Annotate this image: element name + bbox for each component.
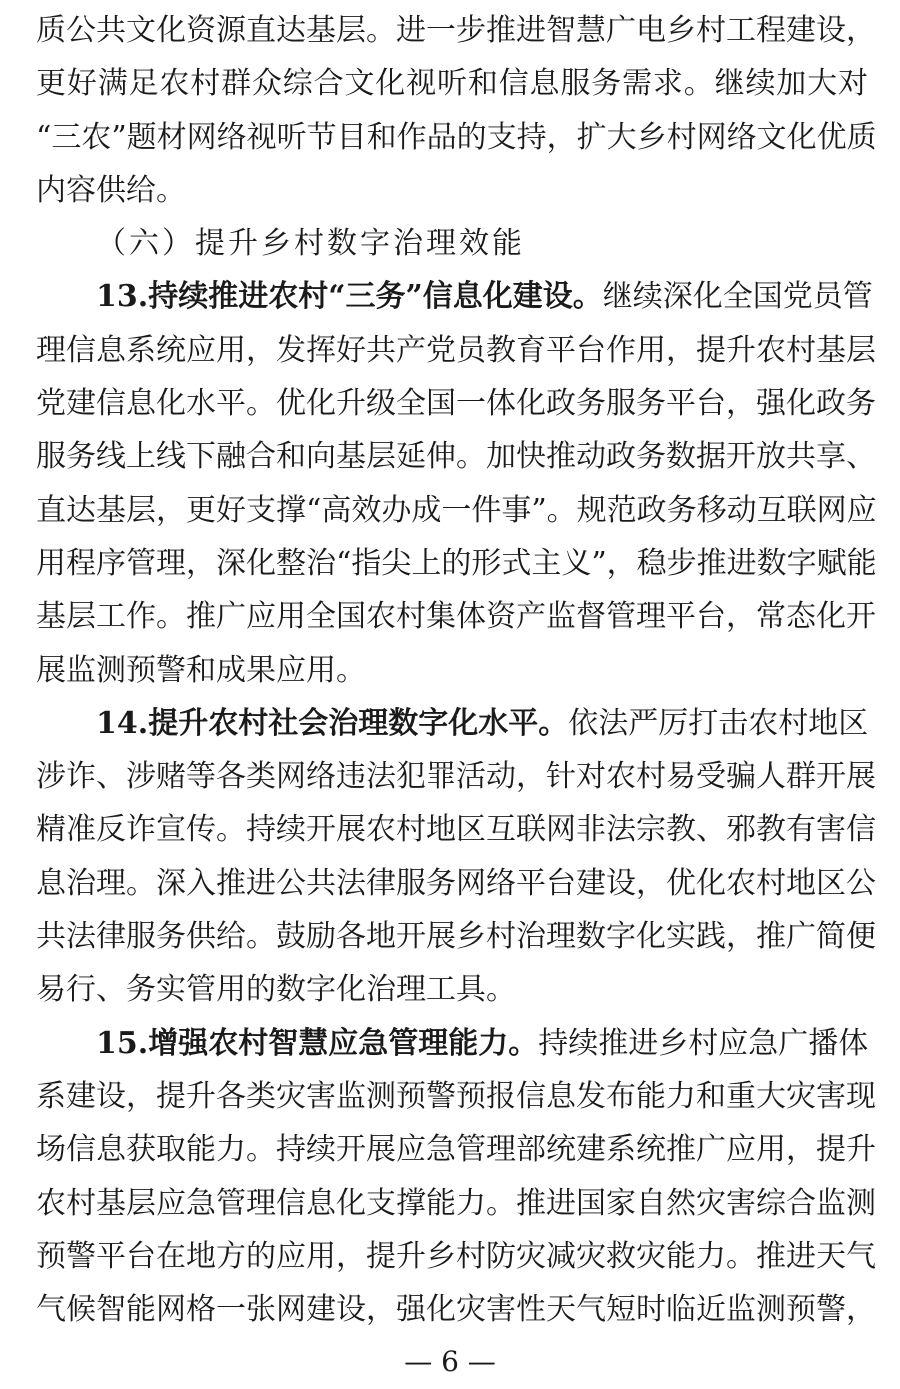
item-15-paragraph — [36, 1017, 876, 1337]
text-line: 服务线上线下融合和向基层延伸。加快推动政务数据开放共享、 — [36, 439, 876, 475]
text-line: 质公共文化资源直达基层。进一步推进智慧广电乡村工程建设， — [36, 13, 876, 48]
item-13-paragraph — [36, 270, 877, 696]
text-line: 用程序管理，深化整治“指尖上的形式主义”，稳步推进数字赋能 — [36, 545, 877, 581]
document-page — [36, 0, 877, 1336]
page-number: — 6 — — [404, 1345, 496, 1378]
text-line: 农村基层应急管理信息化支撑能力。推进国家自然灾害综合监测 — [36, 1185, 876, 1221]
item-15-first-line — [36, 1017, 868, 1070]
paragraph-cultural-services — [36, 4, 877, 217]
item-13-title: 13.持续推进农村“三务”信息化建设。 — [96, 279, 603, 315]
item-13-first-line-rest: 继续深化全国党员管 — [602, 279, 873, 315]
text-line: 系建设，提升各类灾害监测预警预报信息发布能力和重大灾害现 — [36, 1078, 876, 1114]
item-15-title: 15.增强农村智慧应急管理能力。 — [96, 1025, 539, 1061]
item-14-first-line-rest: 依法严厉打击农村地区 — [568, 705, 869, 741]
text-line: 基层工作。推广应用全国农村集体资产监督管理平台，常态化开 — [36, 599, 876, 635]
text-line: 直达基层，更好支撑“高效办成一件事”。规范政务移动互联网应 — [36, 492, 877, 528]
text-line: 党建信息化水平。优化升级全国一体化政务服务平台，强化政务 — [36, 386, 876, 422]
item-14-first-line — [36, 697, 868, 750]
item-14-title: 14.提升农村社会治理数字化水平。 — [96, 705, 569, 741]
text-line: “三农”题材网络视听节目和作品的支持，扩大乡村网络文化优质 — [36, 119, 877, 155]
item-14-paragraph — [36, 697, 876, 1017]
text-line: 理信息系统应用，发挥好共产党员教育平台作用，提升农村基层 — [36, 332, 876, 368]
text-line: 易行、务实管用的数字化治理工具。 — [36, 972, 516, 1008]
text-line: 精准反诈宣传。持续开展农村地区互联网非法宗教、邪教有害信 — [36, 812, 876, 848]
text-line: 息治理。深入推进公共法律服务网络平台建设，优化农村地区公 — [36, 865, 876, 901]
section-heading: （六）提升乡村数字治理效能 — [96, 226, 525, 262]
text-line: 内容供给。 — [36, 172, 186, 208]
item-15-first-line-rest: 持续推进乡村应急广播体 — [538, 1025, 869, 1061]
text-line: 涉诈、涉赌等各类网络违法犯罪活动，针对农村易受骗人群开展 — [36, 759, 876, 795]
text-line: 场信息获取能力。持续开展应急管理部统建系统推广应用，提升 — [36, 1132, 876, 1168]
text-line: 共法律服务供给。鼓励各地开展乡村治理数字化实践，推广简便 — [36, 919, 876, 955]
text-line: 预警平台在地方的应用，提升乡村防灾减灾救灾能力。推进天气 — [36, 1238, 876, 1274]
item-13-first-line — [36, 270, 873, 323]
text-line: 更好满足农村群众综合文化视听和信息服务需求。继续加大对 — [36, 66, 868, 102]
text-line: 气候智能网格一张网建设，强化灾害性天气短时临近监测预警， — [36, 1292, 876, 1328]
text-line: 展监测预警和成果应用。 — [36, 652, 366, 688]
